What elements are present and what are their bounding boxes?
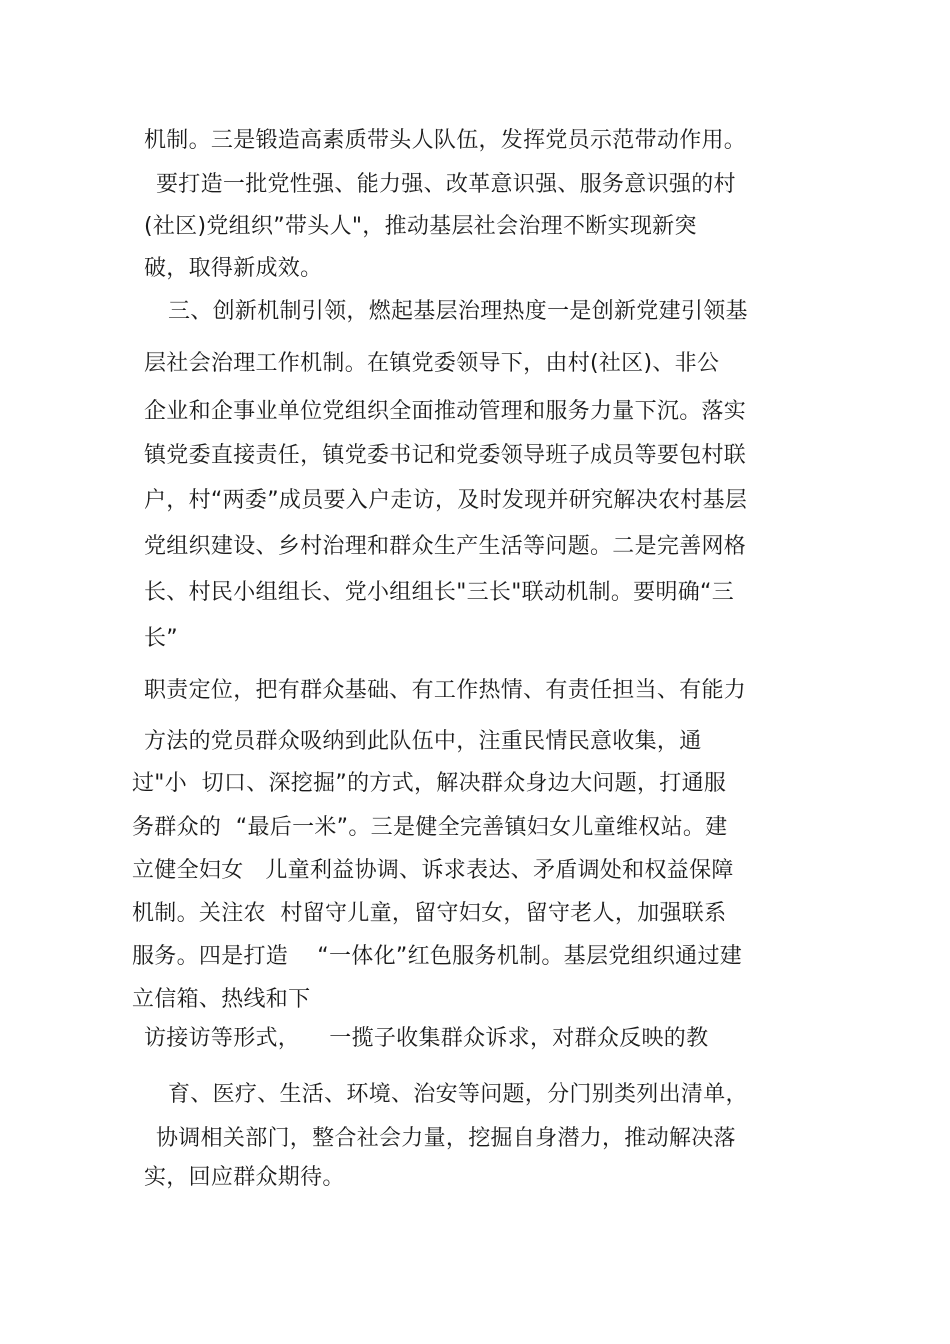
text-line-4: 破，取得新成效。 <box>144 256 323 281</box>
text-line-7: 企业和企事业单位党组织全面推动管理和服务力量下沉。落实 <box>144 399 747 424</box>
text-line-10: 党组织建设、乡村治理和群众生产生活等问题。二是完善网格 <box>144 534 747 559</box>
text-line-1: 机制。三是锻造高素质带头人队伍，发挥党员示范带动作用。 <box>144 128 747 153</box>
text-line-20: 立信箱、热线和下 <box>132 987 311 1012</box>
text-line-2: 要打造一批党性强、能力强、改革意识强、服务意识强的村 <box>156 172 736 197</box>
text-line-9: 户，村“两委”成员要入户走访，及时发现并研究解决农村基层 <box>144 488 748 513</box>
text-line-12: 长” <box>144 626 178 651</box>
text-line-24: 实，回应群众期待。 <box>144 1165 345 1190</box>
text-line-23: 协调相关部门，整合社会力量，挖掘自身潜力，推动解决落 <box>156 1126 736 1151</box>
text-line-18: 机制。关注农 村留守儿童，留守妇女，留守老人，加强联系 <box>132 901 727 926</box>
text-line-5: 三、创新机制引领，燃起基层治理热度一是创新党建引领基 <box>168 299 748 324</box>
text-line-3: (社区)党组织”带头人"，推动基层社会治理不断实现新突 <box>144 214 697 239</box>
text-line-19: 服务。四是打造 “一体化”红色服务机制。基层党组织通过建 <box>132 944 743 969</box>
text-line-8: 镇党委直接责任，镇党委书记和党委领导班子成员等要包村联 <box>144 443 747 468</box>
text-line-11: 长、村民小组组长、党小组组长"三长"联动机制。要明确“三 <box>144 580 735 605</box>
text-line-16: 务群众的 “最后一米”。三是健全完善镇妇女儿童维权站。建 <box>132 815 728 840</box>
text-line-6: 层社会治理工作机制。在镇党委领导下，由村(社区)、非公 <box>144 351 720 376</box>
text-line-17: 立健全妇女 儿童利益协调、诉求表达、矛盾调处和权益保障 <box>132 858 734 883</box>
text-line-14: 方法的党员群众吸纳到此队伍中，注重民情民意收集，通 <box>144 729 702 754</box>
text-line-15: 过"小 切口、深挖掘”的方式，解决群众身边大问题，打通服 <box>132 771 727 796</box>
text-line-13: 职责定位，把有群众基础、有工作热情、有责任担当、有能力 <box>144 678 747 703</box>
text-line-22: 育、医疗、生活、环境、治安等问题，分门别类列出清单， <box>168 1082 748 1107</box>
text-line-21: 访接访等形式， 一揽子收集群众诉求，对群众反映的教 <box>144 1026 709 1051</box>
